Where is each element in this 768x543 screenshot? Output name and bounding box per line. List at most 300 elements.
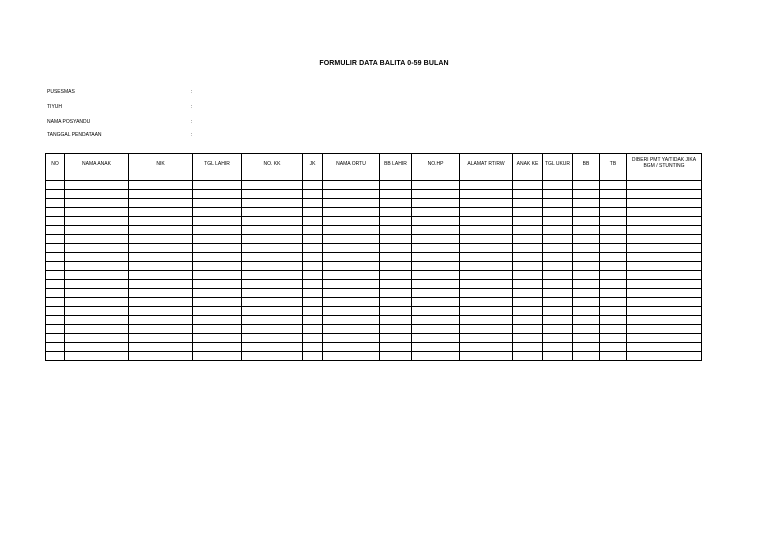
table-cell[interactable] [543, 190, 573, 199]
table-cell[interactable] [513, 190, 543, 199]
table-cell[interactable] [129, 208, 193, 217]
table-cell[interactable] [380, 253, 412, 262]
table-cell[interactable] [303, 181, 323, 190]
table-cell[interactable] [129, 217, 193, 226]
table-cell[interactable] [303, 199, 323, 208]
table-cell[interactable] [573, 226, 600, 235]
table-cell[interactable] [460, 262, 513, 271]
table-cell[interactable] [129, 253, 193, 262]
table-cell[interactable] [46, 217, 65, 226]
table-cell[interactable] [323, 226, 380, 235]
table-cell[interactable] [46, 181, 65, 190]
table-cell[interactable] [460, 334, 513, 343]
table-cell[interactable] [193, 244, 242, 253]
table-cell[interactable] [65, 181, 129, 190]
table-cell[interactable] [412, 253, 460, 262]
table-cell[interactable] [323, 325, 380, 334]
table-cell[interactable] [513, 271, 543, 280]
table-cell[interactable] [627, 298, 702, 307]
table-cell[interactable] [323, 307, 380, 316]
table-cell[interactable] [412, 190, 460, 199]
table-cell[interactable] [129, 262, 193, 271]
table-cell[interactable] [242, 244, 303, 253]
table-cell[interactable] [380, 280, 412, 289]
table-cell[interactable] [627, 280, 702, 289]
table-cell[interactable] [380, 334, 412, 343]
table-cell[interactable] [380, 352, 412, 361]
table-cell[interactable] [513, 226, 543, 235]
table-cell[interactable] [303, 226, 323, 235]
table-cell[interactable] [573, 208, 600, 217]
table-cell[interactable] [600, 262, 627, 271]
table-cell[interactable] [573, 190, 600, 199]
table-cell[interactable] [323, 199, 380, 208]
table-cell[interactable] [460, 217, 513, 226]
table-cell[interactable] [543, 244, 573, 253]
table-cell[interactable] [65, 325, 129, 334]
table-cell[interactable] [627, 289, 702, 298]
table-cell[interactable] [323, 352, 380, 361]
table-cell[interactable] [65, 271, 129, 280]
table-cell[interactable] [460, 343, 513, 352]
table-cell[interactable] [412, 226, 460, 235]
table-cell[interactable] [242, 262, 303, 271]
table-cell[interactable] [242, 181, 303, 190]
table-cell[interactable] [627, 190, 702, 199]
table-cell[interactable] [380, 289, 412, 298]
table-cell[interactable] [380, 217, 412, 226]
table-cell[interactable] [460, 235, 513, 244]
table-cell[interactable] [513, 181, 543, 190]
table-cell[interactable] [65, 226, 129, 235]
table-cell[interactable] [323, 217, 380, 226]
table-cell[interactable] [600, 235, 627, 244]
table-cell[interactable] [600, 316, 627, 325]
table-cell[interactable] [193, 271, 242, 280]
table-cell[interactable] [543, 208, 573, 217]
table-cell[interactable] [46, 253, 65, 262]
table-cell[interactable] [65, 289, 129, 298]
table-cell[interactable] [513, 316, 543, 325]
table-cell[interactable] [323, 208, 380, 217]
table-cell[interactable] [573, 262, 600, 271]
table-cell[interactable] [460, 253, 513, 262]
table-cell[interactable] [513, 280, 543, 289]
table-cell[interactable] [460, 298, 513, 307]
table-cell[interactable] [412, 316, 460, 325]
table-cell[interactable] [193, 334, 242, 343]
table-cell[interactable] [129, 235, 193, 244]
table-cell[interactable] [303, 289, 323, 298]
table-cell[interactable] [65, 262, 129, 271]
table-cell[interactable] [460, 226, 513, 235]
table-cell[interactable] [129, 334, 193, 343]
table-cell[interactable] [600, 181, 627, 190]
table-cell[interactable] [303, 298, 323, 307]
table-cell[interactable] [460, 352, 513, 361]
table-cell[interactable] [543, 316, 573, 325]
table-cell[interactable] [129, 316, 193, 325]
table-cell[interactable] [129, 307, 193, 316]
table-cell[interactable] [303, 343, 323, 352]
table-cell[interactable] [193, 253, 242, 262]
table-cell[interactable] [65, 298, 129, 307]
table-cell[interactable] [303, 262, 323, 271]
table-cell[interactable] [543, 235, 573, 244]
table-cell[interactable] [46, 298, 65, 307]
table-cell[interactable] [627, 208, 702, 217]
table-cell[interactable] [600, 280, 627, 289]
table-cell[interactable] [242, 271, 303, 280]
table-cell[interactable] [65, 316, 129, 325]
table-cell[interactable] [412, 280, 460, 289]
table-cell[interactable] [513, 343, 543, 352]
table-cell[interactable] [129, 226, 193, 235]
table-cell[interactable] [627, 253, 702, 262]
table-cell[interactable] [460, 181, 513, 190]
table-cell[interactable] [412, 352, 460, 361]
table-cell[interactable] [573, 289, 600, 298]
table-cell[interactable] [627, 334, 702, 343]
table-cell[interactable] [460, 190, 513, 199]
table-cell[interactable] [380, 262, 412, 271]
table-cell[interactable] [65, 244, 129, 253]
table-cell[interactable] [242, 235, 303, 244]
table-cell[interactable] [193, 325, 242, 334]
table-cell[interactable] [129, 325, 193, 334]
table-cell[interactable] [600, 190, 627, 199]
table-cell[interactable] [412, 343, 460, 352]
table-cell[interactable] [380, 208, 412, 217]
table-cell[interactable] [600, 244, 627, 253]
table-cell[interactable] [412, 217, 460, 226]
table-cell[interactable] [129, 352, 193, 361]
table-cell[interactable] [242, 253, 303, 262]
table-cell[interactable] [193, 316, 242, 325]
table-cell[interactable] [242, 190, 303, 199]
table-cell[interactable] [513, 244, 543, 253]
table-cell[interactable] [460, 307, 513, 316]
table-cell[interactable] [193, 289, 242, 298]
table-cell[interactable] [627, 244, 702, 253]
table-cell[interactable] [627, 217, 702, 226]
table-cell[interactable] [600, 217, 627, 226]
table-cell[interactable] [380, 298, 412, 307]
table-cell[interactable] [543, 262, 573, 271]
table-cell[interactable] [412, 208, 460, 217]
table-cell[interactable] [242, 226, 303, 235]
table-cell[interactable] [303, 316, 323, 325]
table-cell[interactable] [323, 334, 380, 343]
table-cell[interactable] [627, 316, 702, 325]
table-cell[interactable] [323, 280, 380, 289]
table-cell[interactable] [242, 343, 303, 352]
table-cell[interactable] [513, 298, 543, 307]
table-cell[interactable] [193, 199, 242, 208]
table-cell[interactable] [380, 181, 412, 190]
table-cell[interactable] [193, 217, 242, 226]
table-cell[interactable] [129, 244, 193, 253]
table-cell[interactable] [627, 307, 702, 316]
table-cell[interactable] [600, 199, 627, 208]
table-cell[interactable] [412, 334, 460, 343]
table-cell[interactable] [303, 271, 323, 280]
table-cell[interactable] [573, 334, 600, 343]
table-cell[interactable] [412, 298, 460, 307]
table-cell[interactable] [600, 325, 627, 334]
table-cell[interactable] [323, 262, 380, 271]
table-cell[interactable] [573, 199, 600, 208]
table-cell[interactable] [303, 217, 323, 226]
table-cell[interactable] [573, 352, 600, 361]
table-cell[interactable] [303, 280, 323, 289]
table-cell[interactable] [627, 262, 702, 271]
table-cell[interactable] [600, 343, 627, 352]
table-cell[interactable] [129, 271, 193, 280]
table-cell[interactable] [65, 235, 129, 244]
table-cell[interactable] [242, 307, 303, 316]
table-cell[interactable] [600, 298, 627, 307]
table-cell[interactable] [412, 325, 460, 334]
table-cell[interactable] [380, 271, 412, 280]
table-cell[interactable] [412, 199, 460, 208]
table-cell[interactable] [627, 325, 702, 334]
table-cell[interactable] [543, 352, 573, 361]
table-cell[interactable] [46, 262, 65, 271]
table-cell[interactable] [573, 316, 600, 325]
table-cell[interactable] [412, 181, 460, 190]
table-cell[interactable] [129, 289, 193, 298]
table-cell[interactable] [412, 271, 460, 280]
table-cell[interactable] [303, 307, 323, 316]
table-cell[interactable] [380, 199, 412, 208]
table-cell[interactable] [380, 244, 412, 253]
table-cell[interactable] [46, 325, 65, 334]
table-cell[interactable] [380, 343, 412, 352]
table-cell[interactable] [543, 199, 573, 208]
table-cell[interactable] [193, 352, 242, 361]
table-cell[interactable] [513, 262, 543, 271]
table-cell[interactable] [460, 289, 513, 298]
table-cell[interactable] [323, 289, 380, 298]
table-cell[interactable] [242, 289, 303, 298]
table-cell[interactable] [412, 244, 460, 253]
table-cell[interactable] [627, 235, 702, 244]
table-cell[interactable] [600, 307, 627, 316]
table-cell[interactable] [242, 217, 303, 226]
table-cell[interactable] [323, 253, 380, 262]
table-cell[interactable] [513, 253, 543, 262]
table-cell[interactable] [46, 334, 65, 343]
table-cell[interactable] [573, 307, 600, 316]
table-cell[interactable] [323, 298, 380, 307]
table-cell[interactable] [323, 190, 380, 199]
table-cell[interactable] [129, 199, 193, 208]
table-cell[interactable] [193, 307, 242, 316]
table-cell[interactable] [600, 208, 627, 217]
table-cell[interactable] [627, 199, 702, 208]
table-cell[interactable] [242, 280, 303, 289]
table-cell[interactable] [573, 271, 600, 280]
table-cell[interactable] [242, 199, 303, 208]
table-cell[interactable] [323, 181, 380, 190]
table-cell[interactable] [193, 262, 242, 271]
table-cell[interactable] [65, 190, 129, 199]
table-cell[interactable] [380, 316, 412, 325]
table-cell[interactable] [543, 253, 573, 262]
table-cell[interactable] [46, 307, 65, 316]
table-cell[interactable] [303, 352, 323, 361]
table-cell[interactable] [543, 226, 573, 235]
table-cell[interactable] [513, 352, 543, 361]
table-cell[interactable] [46, 226, 65, 235]
table-cell[interactable] [600, 352, 627, 361]
table-cell[interactable] [65, 253, 129, 262]
table-cell[interactable] [303, 190, 323, 199]
table-cell[interactable] [600, 226, 627, 235]
table-cell[interactable] [460, 316, 513, 325]
table-cell[interactable] [193, 280, 242, 289]
table-cell[interactable] [380, 190, 412, 199]
table-cell[interactable] [460, 199, 513, 208]
table-cell[interactable] [46, 208, 65, 217]
table-cell[interactable] [513, 217, 543, 226]
table-cell[interactable] [627, 352, 702, 361]
table-cell[interactable] [303, 334, 323, 343]
table-cell[interactable] [193, 226, 242, 235]
table-cell[interactable] [543, 307, 573, 316]
table-cell[interactable] [627, 343, 702, 352]
table-cell[interactable] [129, 181, 193, 190]
table-cell[interactable] [573, 325, 600, 334]
table-cell[interactable] [65, 217, 129, 226]
table-cell[interactable] [600, 253, 627, 262]
table-cell[interactable] [46, 343, 65, 352]
table-cell[interactable] [242, 208, 303, 217]
table-cell[interactable] [46, 289, 65, 298]
table-cell[interactable] [543, 271, 573, 280]
table-cell[interactable] [600, 271, 627, 280]
table-cell[interactable] [543, 325, 573, 334]
table-cell[interactable] [46, 316, 65, 325]
table-cell[interactable] [323, 316, 380, 325]
table-cell[interactable] [323, 343, 380, 352]
table-cell[interactable] [460, 208, 513, 217]
table-cell[interactable] [412, 235, 460, 244]
table-cell[interactable] [627, 181, 702, 190]
table-cell[interactable] [242, 316, 303, 325]
table-cell[interactable] [46, 235, 65, 244]
table-cell[interactable] [303, 244, 323, 253]
table-cell[interactable] [513, 334, 543, 343]
table-cell[interactable] [193, 343, 242, 352]
table-cell[interactable] [460, 280, 513, 289]
table-cell[interactable] [380, 226, 412, 235]
table-cell[interactable] [193, 190, 242, 199]
table-cell[interactable] [129, 280, 193, 289]
table-cell[interactable] [543, 343, 573, 352]
table-cell[interactable] [380, 235, 412, 244]
table-cell[interactable] [129, 190, 193, 199]
table-cell[interactable] [46, 271, 65, 280]
table-cell[interactable] [193, 235, 242, 244]
table-cell[interactable] [543, 289, 573, 298]
table-cell[interactable] [513, 208, 543, 217]
table-cell[interactable] [46, 352, 65, 361]
table-cell[interactable] [573, 217, 600, 226]
table-cell[interactable] [513, 235, 543, 244]
table-cell[interactable] [65, 352, 129, 361]
table-cell[interactable] [412, 307, 460, 316]
table-cell[interactable] [600, 289, 627, 298]
table-cell[interactable] [193, 298, 242, 307]
table-cell[interactable] [543, 217, 573, 226]
table-cell[interactable] [380, 325, 412, 334]
table-cell[interactable] [323, 271, 380, 280]
table-cell[interactable] [573, 298, 600, 307]
table-cell[interactable] [46, 199, 65, 208]
table-cell[interactable] [543, 298, 573, 307]
table-cell[interactable] [65, 343, 129, 352]
table-cell[interactable] [46, 190, 65, 199]
table-cell[interactable] [380, 307, 412, 316]
table-cell[interactable] [323, 244, 380, 253]
table-cell[interactable] [242, 352, 303, 361]
table-cell[interactable] [46, 280, 65, 289]
table-cell[interactable] [460, 271, 513, 280]
table-cell[interactable] [412, 289, 460, 298]
table-cell[interactable] [46, 244, 65, 253]
table-cell[interactable] [460, 244, 513, 253]
table-cell[interactable] [600, 334, 627, 343]
table-cell[interactable] [513, 199, 543, 208]
table-cell[interactable] [323, 235, 380, 244]
table-cell[interactable] [193, 208, 242, 217]
table-cell[interactable] [193, 181, 242, 190]
table-cell[interactable] [573, 244, 600, 253]
table-cell[interactable] [242, 334, 303, 343]
table-cell[interactable] [65, 208, 129, 217]
table-cell[interactable] [513, 325, 543, 334]
table-cell[interactable] [65, 280, 129, 289]
table-cell[interactable] [242, 298, 303, 307]
table-cell[interactable] [573, 235, 600, 244]
table-cell[interactable] [303, 325, 323, 334]
table-cell[interactable] [129, 298, 193, 307]
table-cell[interactable] [65, 334, 129, 343]
table-cell[interactable] [303, 253, 323, 262]
table-cell[interactable] [513, 307, 543, 316]
table-cell[interactable] [573, 280, 600, 289]
table-cell[interactable] [543, 334, 573, 343]
table-cell[interactable] [543, 280, 573, 289]
table-cell[interactable] [412, 262, 460, 271]
table-cell[interactable] [303, 208, 323, 217]
table-cell[interactable] [129, 343, 193, 352]
table-cell[interactable] [573, 181, 600, 190]
table-cell[interactable] [513, 289, 543, 298]
table-cell[interactable] [460, 325, 513, 334]
table-cell[interactable] [627, 271, 702, 280]
table-cell[interactable] [573, 343, 600, 352]
table-cell[interactable] [65, 307, 129, 316]
table-cell[interactable] [627, 226, 702, 235]
table-cell[interactable] [573, 253, 600, 262]
table-cell[interactable] [65, 199, 129, 208]
table-cell[interactable] [303, 235, 323, 244]
table-cell[interactable] [543, 181, 573, 190]
table-cell[interactable] [242, 325, 303, 334]
